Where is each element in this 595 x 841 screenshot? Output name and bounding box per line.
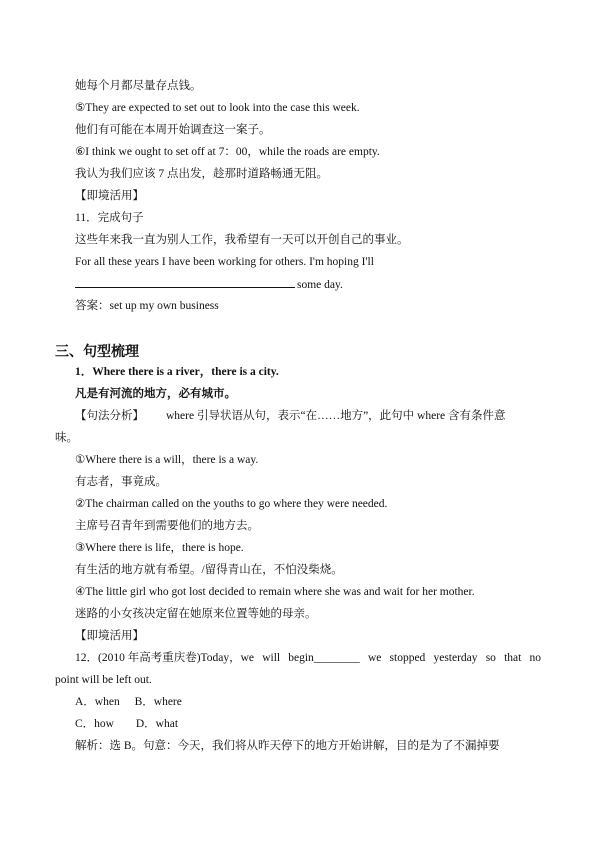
text-line: ⑥I think we ought to set off at 7：00，while the roads are empty. xyxy=(75,146,380,158)
word: will xyxy=(262,652,281,664)
text-line: 这些年来我一直为别人工作，我希望有一天可以开创自己的事业。 xyxy=(75,234,409,246)
text-line: 味。 xyxy=(55,432,78,444)
text-line: ⑤They are expected to set out to look into the case this week. xyxy=(75,102,360,114)
text-line: ③Where there is life，there is hope. xyxy=(75,542,244,554)
word: that xyxy=(504,652,522,664)
text-line: 她每个月都尽量存点钱。 xyxy=(75,80,202,92)
word: begin________ xyxy=(288,652,360,664)
text-line: 主席号召青年到需要他们的地方去。 xyxy=(75,520,259,532)
options-row xyxy=(75,695,182,709)
word: so xyxy=(485,652,496,664)
practice-label: 【即境活用】 xyxy=(75,190,144,202)
question-title: 11．完成句子 xyxy=(75,212,144,224)
word: 12．(2010 年高考重庆卷)Today，we xyxy=(75,652,255,664)
fill-in-line xyxy=(75,277,343,292)
text-line: 有志者，事竟成。 xyxy=(75,476,167,488)
option-b: B．where xyxy=(134,696,182,708)
text-line: 迷路的小女孩决定留在她原来位置等她的母亲。 xyxy=(75,608,317,620)
options-row xyxy=(75,717,178,731)
word: stopped xyxy=(389,652,426,664)
explanation-line: 解析：选 B。句意：今天，我们将从昨天停下的地方开始讲解，目的是为了不漏掉要 xyxy=(75,740,500,752)
text-line: 他们有可能在本周开始调查这一案子。 xyxy=(75,124,271,136)
word: no xyxy=(529,652,541,664)
text-line: 有生活的地方就有希望。/留得青山在，不怕没柴烧。 xyxy=(75,564,343,576)
text-line: point will be left out. xyxy=(55,674,152,686)
key-sentence: 1．Where there is a river，there is a city. xyxy=(75,366,279,378)
question-12-line xyxy=(75,651,541,665)
answer-line: 答案：set up my own business xyxy=(75,300,219,312)
text-line: 我认为我们应该 7 点出发，趁那时道路畅通无阻。 xyxy=(75,168,328,180)
analysis-text: where 引导状语从句，表示“在……地方”，此句中 where 含有条件意 xyxy=(166,410,506,422)
option-a: A．when xyxy=(75,696,120,708)
key-sentence-translation: 凡是有河流的地方，必有城市。 xyxy=(75,388,236,400)
text-line: ④The little girl who got lost decided to remain where she was and wait for her mother. xyxy=(75,586,475,598)
analysis-line xyxy=(75,409,506,423)
word: yesterday xyxy=(433,652,478,664)
text-line: ①Where there is a will，there is a way. xyxy=(75,454,259,466)
text-fragment: some day. xyxy=(297,279,343,291)
word: we xyxy=(367,652,382,664)
practice-label: 【即境活用】 xyxy=(75,630,144,642)
text-line: For all these years I have been working for others. I'm hoping I'll xyxy=(75,256,374,268)
analysis-label: 【句法分析】 xyxy=(75,410,144,422)
text-line: ②The chairman called on the youths to go where they were needed. xyxy=(75,498,388,510)
section-title: 三、句型梳理 xyxy=(55,344,139,360)
answer-blank xyxy=(75,277,295,288)
option-c: C．how xyxy=(75,718,114,730)
option-d: D．what xyxy=(135,718,179,730)
